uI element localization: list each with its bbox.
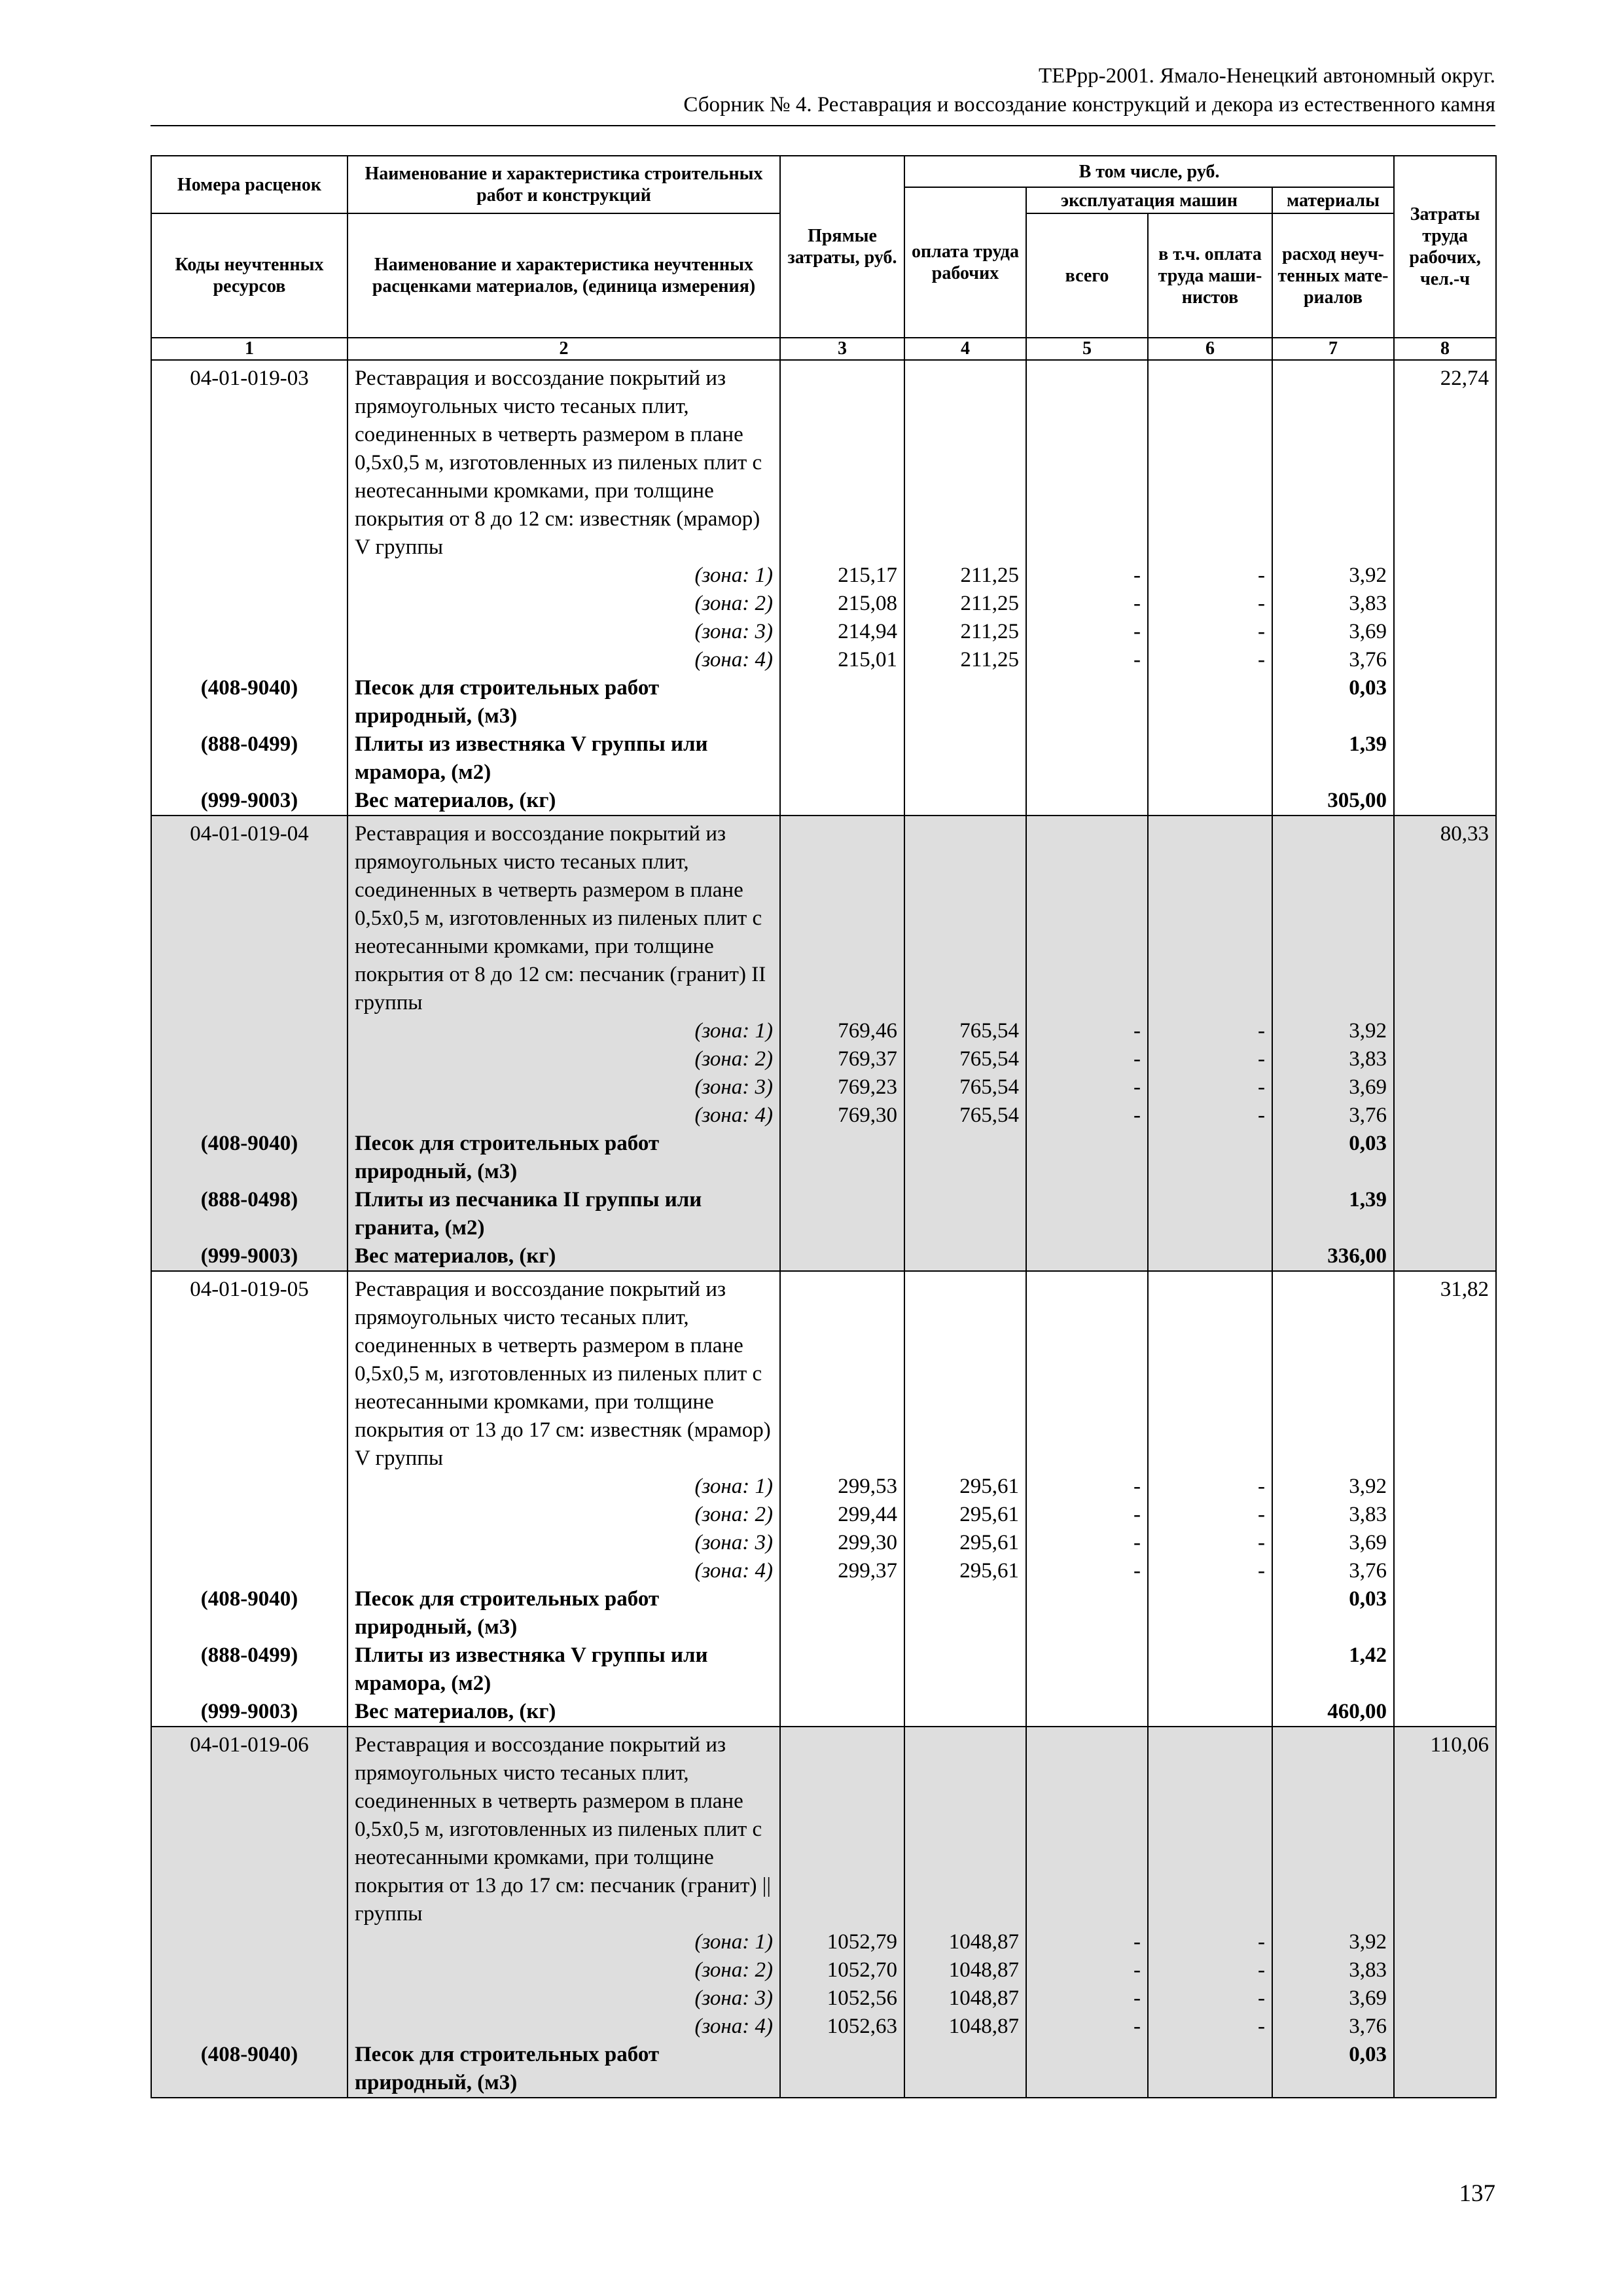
- operator-wages: -: [1148, 1956, 1272, 1984]
- header-rule: [151, 125, 1495, 126]
- rate-description: Реставрация и воссоздание покрытий из прямоугольных чисто тесаных плит, соединенных в четверть размером в плане 0,5х0,5 м, изготовленных из пиленых плит с неотесанными кромками, при толщине покрытия от 13 до 17 см: песчаник (гранит) || группы: [348, 1727, 780, 1928]
- machines-total: -: [1026, 1956, 1148, 1984]
- rate-entry: [151, 1727, 1496, 2098]
- direct-costs: 299,37: [780, 1557, 904, 1585]
- zone-row: [151, 1473, 1496, 1501]
- labor-costs: 31,82: [1394, 1271, 1496, 1473]
- resource-row: [151, 787, 1496, 816]
- materials: 3,76: [1272, 2013, 1394, 2041]
- materials: 3,76: [1272, 1557, 1394, 1585]
- resource-row: [151, 1130, 1496, 1186]
- rates-table: [151, 155, 1497, 2098]
- materials: 3,83: [1272, 1501, 1394, 1529]
- resource-name: Плиты из известняка V группы или мрамора, (м2): [348, 730, 780, 787]
- resource-code: (408-9040): [151, 1130, 348, 1186]
- column-number: 6: [1148, 338, 1272, 360]
- resource-code: (408-9040): [151, 2041, 348, 2098]
- table-header: [151, 156, 1496, 360]
- zone-label: (зона: 3): [348, 1984, 780, 2013]
- worker-wages: 211,25: [904, 618, 1026, 646]
- direct-costs: 1052,70: [780, 1956, 904, 1984]
- column-number: 4: [904, 338, 1026, 360]
- zone-row: [151, 1017, 1496, 1045]
- operator-wages: -: [1148, 1073, 1272, 1102]
- zone-row: [151, 1984, 1496, 2013]
- zone-row: [151, 1928, 1496, 1956]
- zone-row: [151, 1045, 1496, 1073]
- col-header-operator-wages: в т.ч. оплата труда маши-нистов: [1148, 213, 1272, 338]
- resource-name: Песок для строительных работ природный, (м3): [348, 1585, 780, 1641]
- worker-wages: 295,61: [904, 1557, 1026, 1585]
- resource-row: [151, 1186, 1496, 1242]
- zone-label: (зона: 3): [348, 618, 780, 646]
- resource-consumption: 0,03: [1272, 674, 1394, 730]
- col-header-resource-codes: Коды неучтенных ресурсов: [151, 213, 348, 338]
- worker-wages: 295,61: [904, 1501, 1026, 1529]
- rate-code: 04-01-019-06: [151, 1727, 348, 1928]
- zone-row: [151, 562, 1496, 590]
- rate-entry: [151, 816, 1496, 1271]
- worker-wages: 765,54: [904, 1045, 1026, 1073]
- worker-wages: 1048,87: [904, 1956, 1026, 1984]
- resource-code: (888-0498): [151, 1186, 348, 1242]
- worker-wages: 211,25: [904, 590, 1026, 618]
- machines-total: -: [1026, 1045, 1148, 1073]
- rate-description: Реставрация и воссоздание покрытий из прямоугольных чисто тесаных плит, соединенных в четверть размером в плане 0,5х0,5 м, изготовленных из пиленых плит с неотесанными кромками, при толщине покрытия от 13 до 17 см: известняк (мрамор) V группы: [348, 1271, 780, 1473]
- header-line-1: ТЕРрр-2001. Ямало-Ненецкий автономный округ.: [1039, 64, 1495, 88]
- machines-total: -: [1026, 1473, 1148, 1501]
- col-header-material-names: Наименование и характеристика неучтенных расценками материалов, (единица измерения): [348, 213, 780, 338]
- zone-row: [151, 1073, 1496, 1102]
- labor-costs: 80,33: [1394, 816, 1496, 1017]
- worker-wages: 765,54: [904, 1017, 1026, 1045]
- zone-label: (зона: 4): [348, 2013, 780, 2041]
- resource-name: Песок для строительных работ природный, (м3): [348, 2041, 780, 2098]
- worker-wages: 295,61: [904, 1473, 1026, 1501]
- resource-row: [151, 730, 1496, 787]
- direct-costs: 214,94: [780, 618, 904, 646]
- zone-label: (зона: 2): [348, 590, 780, 618]
- running-header: [151, 62, 1495, 119]
- zone-row: [151, 1501, 1496, 1529]
- resource-name: Плиты из известняка V группы или мрамора, (м2): [348, 1641, 780, 1698]
- rate-description: Реставрация и воссоздание покрытий из прямоугольных чисто тесаных плит, соединенных в четверть размером в плане 0,5х0,5 м, изготовленных из пиленых плит с неотесанными кромками, при толщине покрытия от 8 до 12 см: песчаник (гранит) II группы: [348, 816, 780, 1017]
- resource-consumption: 305,00: [1272, 787, 1394, 816]
- rate-code: 04-01-019-03: [151, 360, 348, 562]
- resource-name: Песок для строительных работ природный, (м3): [348, 1130, 780, 1186]
- operator-wages: -: [1148, 2013, 1272, 2041]
- resource-row: [151, 1641, 1496, 1698]
- zone-row: [151, 1102, 1496, 1130]
- resource-consumption: 0,03: [1272, 2041, 1394, 2098]
- machines-total: -: [1026, 2013, 1148, 2041]
- resource-name: Вес материалов, (кг): [348, 787, 780, 816]
- col-header-machine-operation: эксплуатация машин: [1026, 187, 1272, 213]
- machines-total: -: [1026, 646, 1148, 674]
- materials: 3,69: [1272, 1073, 1394, 1102]
- zone-row: [151, 646, 1496, 674]
- zone-label: (зона: 3): [348, 1529, 780, 1557]
- machines-total: -: [1026, 618, 1148, 646]
- operator-wages: -: [1148, 590, 1272, 618]
- materials: 3,69: [1272, 618, 1394, 646]
- worker-wages: 765,54: [904, 1102, 1026, 1130]
- resource-consumption: 1,42: [1272, 1641, 1394, 1698]
- col-header-material-consumption: расход неуч-тенных мате-риалов: [1272, 213, 1394, 338]
- zone-row: [151, 618, 1496, 646]
- column-number: 8: [1394, 338, 1496, 360]
- zone-label: (зона: 4): [348, 646, 780, 674]
- resource-consumption: 0,03: [1272, 1585, 1394, 1641]
- zone-row: [151, 2013, 1496, 2041]
- direct-costs: 769,46: [780, 1017, 904, 1045]
- direct-costs: 1052,56: [780, 1984, 904, 2013]
- operator-wages: -: [1148, 618, 1272, 646]
- resource-consumption: 1,39: [1272, 730, 1394, 787]
- col-header-rate-numbers: Номера расценок: [151, 156, 348, 213]
- materials: 3,76: [1272, 646, 1394, 674]
- operator-wages: -: [1148, 1501, 1272, 1529]
- rate-description: Реставрация и воссоздание покрытий из прямоугольных чисто тесаных плит, соединенных в четверть размером в плане 0,5х0,5 м, изготовленных из пиленых плит с неотесанными кромками, при толщине покрытия от 8 до 12 см: известняк (мрамор) V группы: [348, 360, 780, 562]
- rate-code: 04-01-019-04: [151, 816, 348, 1017]
- rate-code: 04-01-019-05: [151, 1271, 348, 1473]
- resource-row: [151, 2041, 1496, 2098]
- resource-row: [151, 1698, 1496, 1727]
- operator-wages: -: [1148, 1102, 1272, 1130]
- zone-label: (зона: 2): [348, 1045, 780, 1073]
- machines-total: -: [1026, 1102, 1148, 1130]
- zone-label: (зона: 3): [348, 1073, 780, 1102]
- direct-costs: 769,30: [780, 1102, 904, 1130]
- rate-row: [151, 816, 1496, 1017]
- resource-code: (999-9003): [151, 1242, 348, 1271]
- worker-wages: 1048,87: [904, 1928, 1026, 1956]
- header-line-2: Сборник № 4. Реставрация и воссоздание конструкций и декора из естественного камня: [683, 93, 1495, 117]
- machines-total: -: [1026, 590, 1148, 618]
- labor-costs: 110,06: [1394, 1727, 1496, 1928]
- materials: 3,92: [1272, 1017, 1394, 1045]
- col-header-worker-wages: оплата труда рабочих: [904, 187, 1026, 338]
- materials: 3,69: [1272, 1984, 1394, 2013]
- rate-entry: [151, 1271, 1496, 1727]
- column-number: 7: [1272, 338, 1394, 360]
- worker-wages: 765,54: [904, 1073, 1026, 1102]
- resource-row: [151, 1585, 1496, 1641]
- machines-total: -: [1026, 1557, 1148, 1585]
- page-number: 137: [1459, 2180, 1495, 2207]
- resource-code: (999-9003): [151, 787, 348, 816]
- column-number: 5: [1026, 338, 1148, 360]
- col-header-materials: материалы: [1272, 187, 1394, 213]
- zone-label: (зона: 1): [348, 562, 780, 590]
- operator-wages: -: [1148, 1045, 1272, 1073]
- resource-consumption: 1,39: [1272, 1186, 1394, 1242]
- materials: 3,92: [1272, 562, 1394, 590]
- zone-label: (зона: 1): [348, 1017, 780, 1045]
- direct-costs: 1052,79: [780, 1928, 904, 1956]
- machines-total: -: [1026, 1529, 1148, 1557]
- resource-code: (999-9003): [151, 1698, 348, 1727]
- machines-total: -: [1026, 1984, 1148, 2013]
- resource-consumption: 460,00: [1272, 1698, 1394, 1727]
- resource-consumption: 336,00: [1272, 1242, 1394, 1271]
- rate-row: [151, 360, 1496, 562]
- operator-wages: -: [1148, 1557, 1272, 1585]
- operator-wages: -: [1148, 646, 1272, 674]
- labor-costs: 22,74: [1394, 360, 1496, 562]
- machines-total: -: [1026, 1928, 1148, 1956]
- worker-wages: 1048,87: [904, 2013, 1026, 2041]
- column-numbers-row: [151, 338, 1496, 360]
- operator-wages: -: [1148, 562, 1272, 590]
- machines-total: -: [1026, 1017, 1148, 1045]
- operator-wages: -: [1148, 1529, 1272, 1557]
- machines-total: -: [1026, 1073, 1148, 1102]
- direct-costs: 299,30: [780, 1529, 904, 1557]
- col-header-including: В том числе, руб.: [904, 156, 1394, 187]
- resource-code: (888-0499): [151, 730, 348, 787]
- direct-costs: 1052,63: [780, 2013, 904, 2041]
- materials: 3,92: [1272, 1473, 1394, 1501]
- operator-wages: -: [1148, 1928, 1272, 1956]
- col-header-work-name: Наименование и характеристика строительных работ и конструкций: [348, 156, 780, 213]
- resource-code: (408-9040): [151, 674, 348, 730]
- resource-name: Вес материалов, (кг): [348, 1698, 780, 1727]
- zone-row: [151, 1956, 1496, 1984]
- resource-name: Плиты из песчаника II группы или гранита, (м2): [348, 1186, 780, 1242]
- operator-wages: -: [1148, 1984, 1272, 2013]
- resource-row: [151, 1242, 1496, 1271]
- machines-total: -: [1026, 1501, 1148, 1529]
- zone-label: (зона: 1): [348, 1928, 780, 1956]
- machines-total: -: [1026, 562, 1148, 590]
- rate-row: [151, 1271, 1496, 1473]
- column-number: 3: [780, 338, 904, 360]
- worker-wages: 295,61: [904, 1529, 1026, 1557]
- zone-label: (зона: 1): [348, 1473, 780, 1501]
- materials: 3,92: [1272, 1928, 1394, 1956]
- resource-consumption: 0,03: [1272, 1130, 1394, 1186]
- direct-costs: 769,23: [780, 1073, 904, 1102]
- worker-wages: 211,25: [904, 562, 1026, 590]
- worker-wages: 211,25: [904, 646, 1026, 674]
- direct-costs: 299,53: [780, 1473, 904, 1501]
- zone-row: [151, 1529, 1496, 1557]
- resource-name: Песок для строительных работ природный, (м3): [348, 674, 780, 730]
- operator-wages: -: [1148, 1017, 1272, 1045]
- zone-row: [151, 590, 1496, 618]
- resource-code: (888-0499): [151, 1641, 348, 1698]
- direct-costs: 215,17: [780, 562, 904, 590]
- materials: 3,83: [1272, 1045, 1394, 1073]
- resource-row: [151, 674, 1496, 730]
- zone-label: (зона: 2): [348, 1956, 780, 1984]
- rate-entry: [151, 360, 1496, 816]
- direct-costs: 299,44: [780, 1501, 904, 1529]
- col-header-direct-costs: Прямые затраты, руб.: [780, 156, 904, 338]
- direct-costs: 215,08: [780, 590, 904, 618]
- direct-costs: 215,01: [780, 646, 904, 674]
- column-number: 2: [348, 338, 780, 360]
- materials: 3,83: [1272, 1956, 1394, 1984]
- direct-costs: 769,37: [780, 1045, 904, 1073]
- materials: 3,76: [1272, 1102, 1394, 1130]
- worker-wages: 1048,87: [904, 1984, 1026, 2013]
- rate-row: [151, 1727, 1496, 1928]
- resource-name: Вес материалов, (кг): [348, 1242, 780, 1271]
- col-header-machines-total: всего: [1026, 213, 1148, 338]
- zone-label: (зона: 4): [348, 1102, 780, 1130]
- materials: 3,69: [1272, 1529, 1394, 1557]
- zone-label: (зона: 2): [348, 1501, 780, 1529]
- materials: 3,83: [1272, 590, 1394, 618]
- col-header-labor-costs: Затраты труда рабочих, чел.-ч: [1394, 156, 1496, 338]
- operator-wages: -: [1148, 1473, 1272, 1501]
- column-number: 1: [151, 338, 348, 360]
- resource-code: (408-9040): [151, 1585, 348, 1641]
- zone-label: (зона: 4): [348, 1557, 780, 1585]
- zone-row: [151, 1557, 1496, 1585]
